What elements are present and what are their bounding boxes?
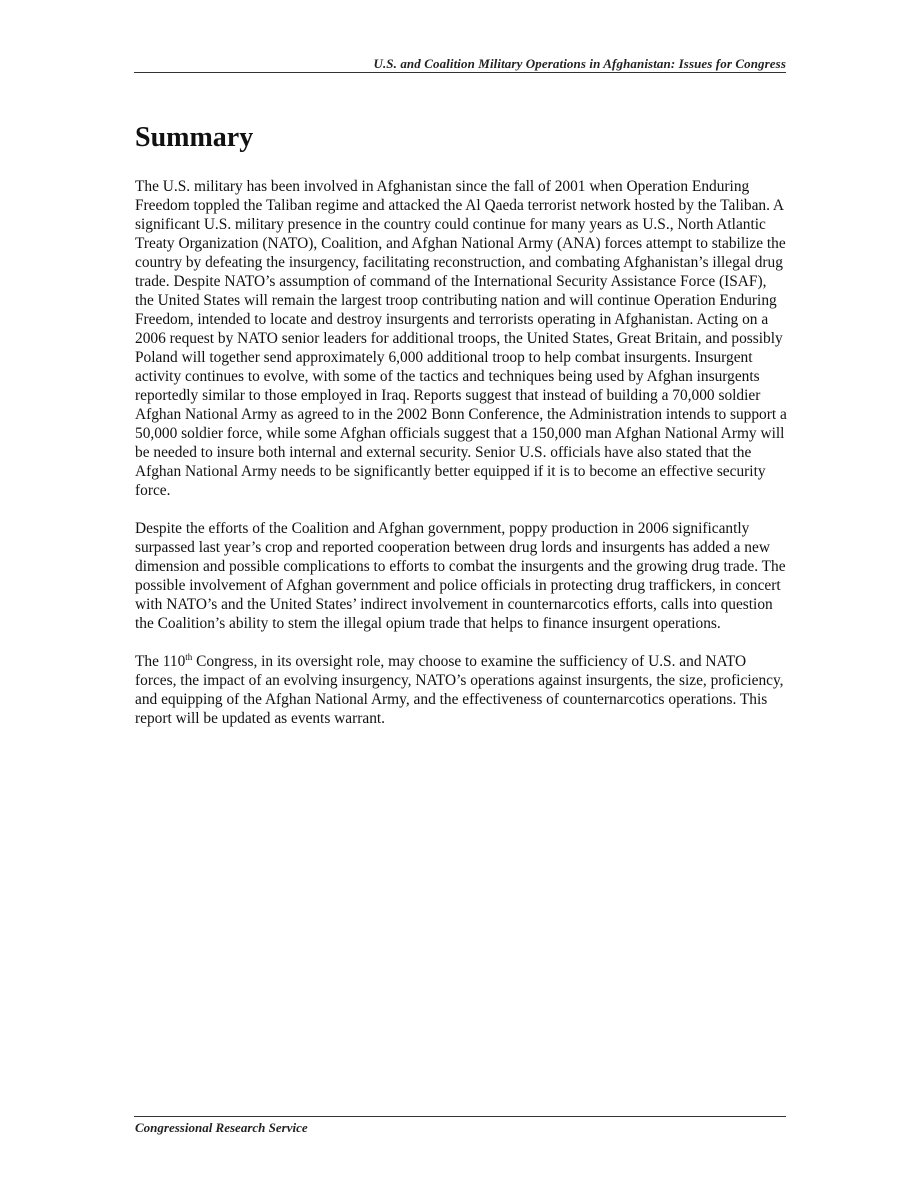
ordinal-superscript: th — [185, 651, 193, 662]
paragraph-3 — [135, 652, 787, 728]
paragraph-1: The U.S. military has been involved in Afghanistan since the fall of 2001 when Operation Enduring Freedom toppled the Taliban regime and attacked the Al Qaeda terrorist network hosted by the Taliban. A significant U.S. military presence in the country could continue for many years as U.S., North Atlantic Treaty Organization (NATO), Coalition, and Afghan National Army (ANA) forces attempt to stabilize the country by defeating the insurgency, facilitating reconstruction, and combating Afghanistan’s illegal drug trade. Despite NATO’s assumption of command of the International Security Assistance Force (ISAF), the United States will remain the largest troop contributing nation and will continue Operation Enduring Freedom, intended to locate and destroy insurgents and terrorists operating in Afghanistan. Acting on a 2006 request by NATO senior leaders for additional troops, the United States, Great Britain, and possibly Poland will together send approximately 6,000 additional troop to help combat insurgents. Insurgent activity continues to evolve, with some of the tactics and techniques being used by Afghan insurgents reportedly similar to those employed in Iraq. Reports suggest that instead of building a 70,000 soldier Afghan National Army as agreed to in the 2002 Bonn Conference, the Administration intends to support a 50,000 soldier force, while some Afghan officials suggest that a 150,000 man Afghan National Army will be needed to insure both internal and external security. Senior U.S. officials have also stated that the Afghan National Army needs to be significantly better equipped if it is to become an effective security force. — [135, 178, 787, 499]
summary-body — [135, 177, 787, 747]
paragraph-2: Despite the efforts of the Coalition and Afghan government, poppy production in 2006 significantly surpassed last year’s crop and reported cooperation between drug lords and insurgents has added a new dimension and possible complications to efforts to combat the insurgents and the growing drug trade. The possible involvement of Afghan government and police officials in protecting drug traffickers, in concert with NATO’s and the United States’ indirect involvement in counternarcotics efforts, calls into question the Coalition’s ability to stem the illegal opium trade that helps to finance insurgent operations. — [135, 520, 786, 632]
running-header: U.S. and Coalition Military Operations in Afghanistan: Issues for Congress — [373, 56, 786, 71]
header-divider — [134, 72, 786, 73]
footer-source: Congressional Research Service — [135, 1120, 308, 1135]
page-title: Summary — [135, 122, 254, 153]
paragraph-3-rest: Congress, in its oversight role, may choose to examine the sufficiency of U.S. and NATO forces, the impact of an evolving insurgency, NATO’s operations against insurgents, the size, proficiency, and equipping of the Afghan National Army, and the effectiveness of counternarcotics operations. This report will be updated as events warrant. — [135, 653, 784, 727]
paragraph-3-start: The 110 — [135, 653, 186, 670]
footer-divider — [134, 1116, 786, 1117]
